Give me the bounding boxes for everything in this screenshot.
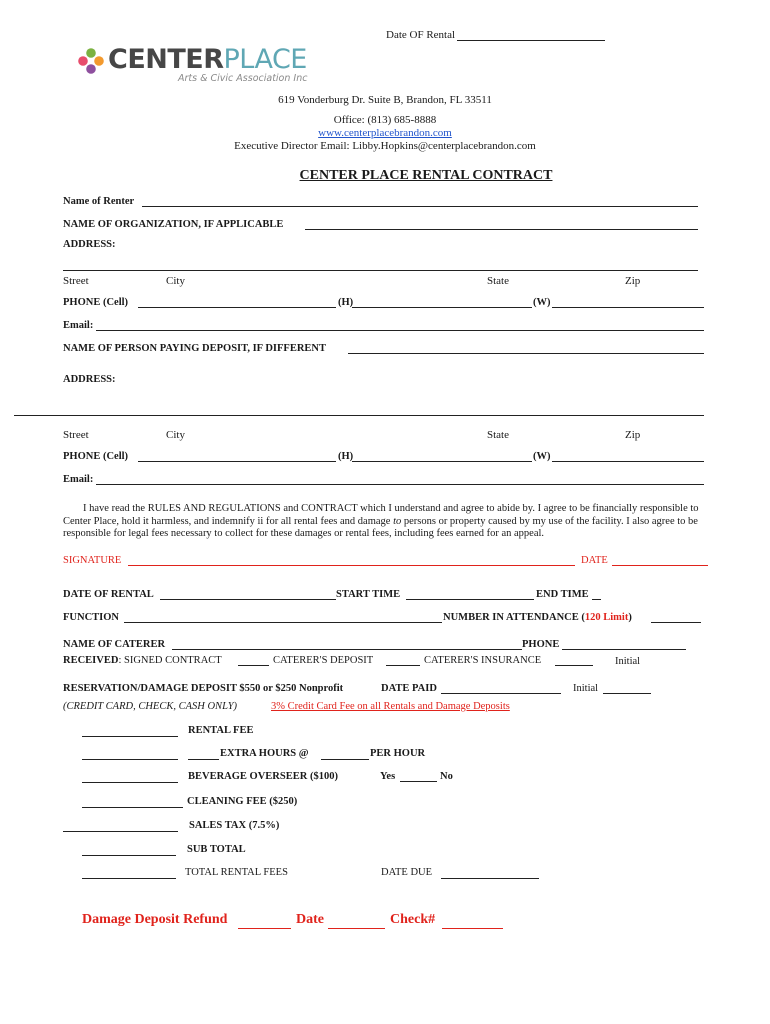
credit-card-fee-note: 3% Credit Card Fee on all Rentals and Damage Deposits: [271, 701, 510, 712]
caterers-deposit-field[interactable]: [386, 665, 420, 666]
centerplace-logo-wordmark: CENTERPLACE: [108, 44, 307, 75]
payer-phone-w-field[interactable]: [552, 461, 704, 462]
beverage-yes-label: Yes: [380, 771, 396, 782]
extra-hours-amount-field[interactable]: [82, 759, 178, 760]
caterers-deposit-label: CATERER'S DEPOSIT: [273, 655, 374, 666]
payer-email-field[interactable]: [96, 484, 704, 485]
end-time-field[interactable]: [592, 599, 601, 600]
function-label: FUNCTION: [63, 612, 120, 623]
payer-zip-label: Zip: [625, 429, 641, 441]
signed-contract-field[interactable]: [238, 665, 269, 666]
caterer-phone-label: PHONE: [522, 639, 560, 650]
event-date-field[interactable]: [160, 599, 336, 600]
renter-zip-label: Zip: [625, 275, 641, 287]
date-of-rental-top-label: Date OF Rental: [386, 29, 456, 41]
caterers-insurance-label: CATERER'S INSURANCE: [424, 655, 542, 666]
logo-dot-bottom: [86, 64, 96, 74]
refund-date-field[interactable]: [328, 928, 385, 929]
cleaning-fee-label: CLEANING FEE ($250): [187, 796, 298, 807]
extra-hours-count-field[interactable]: [188, 759, 219, 760]
total-rental-fees-label: TOTAL RENTAL FEES: [185, 867, 288, 878]
damage-deposit-refund-label: Damage Deposit Refund: [82, 912, 228, 927]
received-row: RECEIVED: SIGNED CONTRACT: [63, 655, 222, 666]
date-due-label: DATE DUE: [381, 867, 433, 878]
beverage-yes-no-field[interactable]: [400, 781, 437, 782]
rental-fee-field[interactable]: [82, 736, 178, 737]
cleaning-fee-field[interactable]: [82, 807, 183, 808]
caterer-label: NAME OF CATERER: [63, 639, 166, 650]
renter-phone-w-field[interactable]: [552, 307, 704, 308]
payment-methods: (CREDIT CARD, CHECK, CASH ONLY): [63, 701, 238, 712]
payer-email-label: Email:: [63, 474, 94, 485]
renter-phone-h-label: (H): [338, 297, 354, 308]
payer-phone-w-label: (W): [533, 451, 551, 462]
attendance-label: NUMBER IN ATTENDANCE (120 Limit): [443, 612, 632, 623]
renter-name-label: Name of Renter: [63, 196, 135, 207]
attendance-field[interactable]: [651, 622, 701, 623]
extra-hours-label: EXTRA HOURS @: [220, 748, 309, 759]
organization-field[interactable]: [305, 229, 698, 230]
subtotal-field[interactable]: [82, 855, 176, 856]
refund-check-label: Check#: [390, 912, 436, 927]
header-address: 619 Vonderburg Dr. Suite B, Brandon, FL 33511: [278, 94, 492, 106]
rental-fee-label: RENTAL FEE: [188, 725, 254, 736]
renter-city-label: City: [166, 275, 185, 287]
per-hour-rate-field[interactable]: [321, 759, 369, 760]
beverage-no-label: No: [440, 771, 453, 782]
total-rental-fees-field[interactable]: [82, 878, 176, 879]
deposit-initial-label: Initial: [573, 683, 599, 694]
payer-street-label: Street: [63, 429, 89, 441]
payer-address-label: ADDRESS:: [63, 374, 116, 385]
start-time-field[interactable]: [406, 599, 534, 600]
payer-phone-cell-field[interactable]: [138, 461, 336, 462]
beverage-overseer-label: BEVERAGE OVERSEER ($100): [188, 771, 338, 782]
header-director-email: Executive Director Email: Libby.Hopkins@centerplacebrandon.com: [234, 140, 536, 152]
agreement-paragraph: I have read the RULES AND REGULATIONS and CONTRACT which I understand and agree to abide by. I agree to be financially responsible to Center Place, hold it harmless, and indemnify ii for all rental fees and damage to persons or property caused by my use of the facility. I also agree to be responsible for legal fees necessary to collect for these damages or rental fees, including fees earned for an appeal.: [63, 503, 699, 539]
received-initial-label: Initial: [615, 656, 641, 667]
attendance-limit: 120 Limit: [584, 612, 629, 623]
centerplace-logo-mark: [78, 48, 104, 74]
payer-address-field[interactable]: [14, 415, 704, 416]
logo-tagline: Arts & Civic Association Inc: [178, 73, 308, 84]
refund-date-label: Date: [296, 912, 324, 927]
per-hour-label: PER HOUR: [370, 748, 426, 759]
renter-phone-h-field[interactable]: [352, 307, 532, 308]
function-field[interactable]: [124, 622, 442, 623]
logo-dot-top: [86, 48, 96, 58]
header-website-link[interactable]: www.centerplacebrandon.com: [318, 127, 452, 139]
date-paid-label: DATE PAID: [381, 683, 437, 694]
end-time-label: END TIME: [536, 589, 589, 600]
contract-title: CENTER PLACE RENTAL CONTRACT: [299, 168, 553, 183]
renter-address-field[interactable]: [63, 270, 698, 271]
date-due-field[interactable]: [441, 878, 539, 879]
sales-tax-field[interactable]: [63, 831, 178, 832]
renter-name-field[interactable]: [142, 206, 698, 207]
refund-check-field[interactable]: [442, 928, 503, 929]
signature-date-label: DATE: [581, 555, 608, 566]
renter-phone-w-label: (W): [533, 297, 551, 308]
date-of-rental-top-line[interactable]: [457, 40, 605, 41]
deposit-initial-field[interactable]: [603, 693, 651, 694]
payer-phone-h-label: (H): [338, 451, 354, 462]
renter-phone-cell-field[interactable]: [138, 307, 336, 308]
payer-city-label: City: [166, 429, 185, 441]
subtotal-label: SUB TOTAL: [187, 844, 246, 855]
renter-phone-cell-label: PHONE (Cell): [63, 297, 129, 308]
header-office: Office: (813) 685-8888: [333, 114, 437, 126]
renter-email-label: Email:: [63, 320, 94, 331]
signature-label: SIGNATURE: [63, 555, 122, 566]
damage-deposit-refund-field[interactable]: [238, 928, 291, 929]
payer-phone-h-field[interactable]: [352, 461, 532, 462]
sales-tax-label: SALES TAX (7.5%): [189, 820, 280, 831]
organization-label: NAME OF ORGANIZATION, IF APPLICABLE: [63, 219, 284, 230]
event-date-label: DATE OF RENTAL: [63, 589, 154, 600]
date-paid-field[interactable]: [441, 693, 561, 694]
deposit-label: RESERVATION/DAMAGE DEPOSIT $550 or $250 Nonprofit: [63, 683, 344, 694]
renter-state-label: State: [487, 275, 509, 287]
payer-name-label: NAME OF PERSON PAYING DEPOSIT, IF DIFFERENT: [63, 343, 327, 354]
caterer-phone-field[interactable]: [562, 649, 686, 650]
beverage-overseer-field[interactable]: [82, 782, 178, 783]
payer-state-label: State: [487, 429, 509, 441]
renter-address-label: ADDRESS:: [63, 239, 116, 250]
signature-date-field[interactable]: [612, 565, 708, 566]
payer-name-field[interactable]: [348, 353, 704, 354]
logo-dot-left: [78, 56, 88, 66]
signature-field[interactable]: [128, 565, 575, 566]
caterers-insurance-field[interactable]: [555, 665, 593, 666]
payer-phone-cell-label: PHONE (Cell): [63, 451, 129, 462]
header-website-wrap: [0, 127, 770, 139]
start-time-label: START TIME: [336, 589, 401, 600]
renter-email-field[interactable]: [96, 330, 704, 331]
renter-street-label: Street: [63, 275, 89, 287]
logo-dot-right: [94, 56, 104, 66]
caterer-field[interactable]: [172, 649, 522, 650]
